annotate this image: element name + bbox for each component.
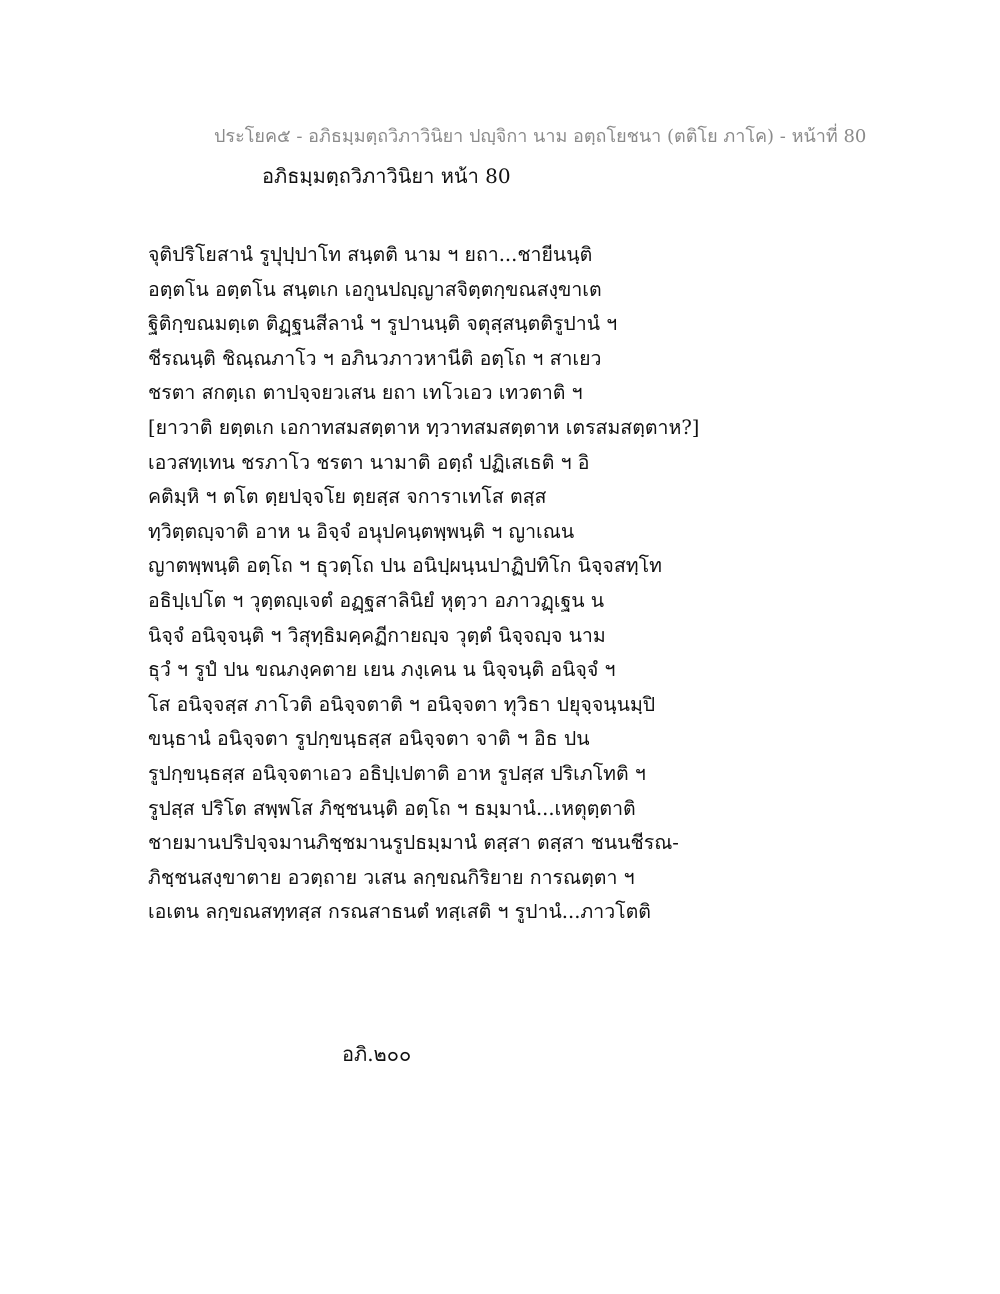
text-line: ขนฺธานํ อนิจฺจตา รูปกฺขนฺธสฺส อนิจฺจตา จาติ ฯ อิธ ปน — [148, 727, 590, 751]
text-line: โส อนิจฺจสฺส ภาโวติ อนิจฺจตาติ ฯ อนิจฺจตา ทุวิธา ปยุจฺจนฺนมฺปิ — [148, 692, 656, 716]
text-line: ญาตพฺพนฺติ อตฺโถ ฯ ธุวตฺโถ ปน อนิปฺผนฺนปาฏิปทิโก นิจฺจสทฺโท — [148, 554, 662, 578]
text-line: ภิชฺชนสงฺขาตาย อวตฺถาย วเสน ลกฺขณกิริยาย การณตฺตา ฯ — [148, 865, 635, 889]
text-line: คติมฺหิ ฯ ตโต ตฺยปจฺจโย ตฺยสฺส จการาเทโส ตสฺส — [148, 485, 547, 509]
text-line: ธุวํ ฯ รูปํ ปน ขณภงฺคตาย เยน ภงฺเคน น นิจฺจนฺติ อนิจฺจํ ฯ — [148, 658, 616, 682]
text-line: ฐิติกฺขณมตฺเต ติฏฺฐนสีลานํ ฯ รูปานนฺติ จตุสฺสนฺตติรูปานํ ฯ — [148, 312, 618, 336]
body-text — [148, 238, 868, 930]
running-header: ประโยค๕ - อภิธมฺมตฺถวิภาวินิยา ปญฺจิกา นาม อตฺถโยชนา (ตติโย ภาโค) - หน้าที่ 80 — [214, 126, 867, 147]
text-line: จุติปริโยสานํ รูปุปฺปาโท สนฺตติ นาม ฯ ยถา...ชายีนนฺติ — [148, 243, 593, 266]
page-heading: อภิธมฺมตฺถวิภาวินิยา หน้า 80 — [262, 164, 511, 188]
text-line: [ยาวาติ ยตฺตเก เอกาทสมสตฺตาห ทฺวาทสมสตฺตาห เตรสมสตฺตาห?] — [148, 415, 700, 439]
text-line: ทฺวิตฺตญฺจาติ อาห น อิจฺจํ อนุปคนฺตพฺพนฺติ ฯ ญาเณน — [148, 519, 575, 543]
text-line: ชีรณนฺติ ชิณฺณภาโว ฯ อภินวภาวหานีติ อตฺโถ ฯ สาเยว — [148, 346, 602, 370]
text-line: เอวสทฺเทน ชรภาโว ชรตา นามาติ อตฺถํ ปฏิเสเธติ ฯ อิ — [148, 450, 590, 474]
page-signature: อภิ.๒๐๐ — [342, 1042, 412, 1066]
text-line: อธิปฺเปโต ฯ วุตฺตญฺเจตํ อฏฺฐสาลินิยํ หุตฺวา อภาวฏฺเฐน น — [148, 588, 605, 612]
text-line: ชายมานปริปจฺจมานภิชฺชมานรูปธมฺมานํ ตสฺสา ตสฺสา ชนนชีรณ- — [148, 831, 679, 855]
text-line: นิจฺจํ อนิจฺจนฺติ ฯ วิสุทฺธิมคฺคฏีกายญฺจ วุตฺตํ นิจฺจญฺจ นาม — [148, 623, 606, 647]
text-line: อตฺตโน อตฺตโน สนฺตเก เอกูนปญฺญาสจิตฺตกฺขณสงฺขาเต — [148, 277, 602, 301]
text-line: รูปกฺขนฺธสฺส อนิจฺจตาเอว อธิปฺเปตาติ อาห รูปสฺส ปริเภโทติ ฯ — [148, 761, 646, 785]
text-line: ชรตา สกตฺเถ ตาปจฺจยวเสน ยถา เทโวเอว เทวตาติ ฯ — [148, 381, 583, 405]
text-line: รูปสฺส ปริโต สพฺพโส ภิชฺชนนฺติ อตฺโถ ฯ ธมฺมานํ...เหตุตฺตาติ — [148, 796, 636, 820]
text-line: เอเตน ลกฺขณสทฺทสฺส กรณสาธนตํ ทสฺเสติ ฯ รูปานํ...ภาวโตติ — [148, 900, 651, 924]
